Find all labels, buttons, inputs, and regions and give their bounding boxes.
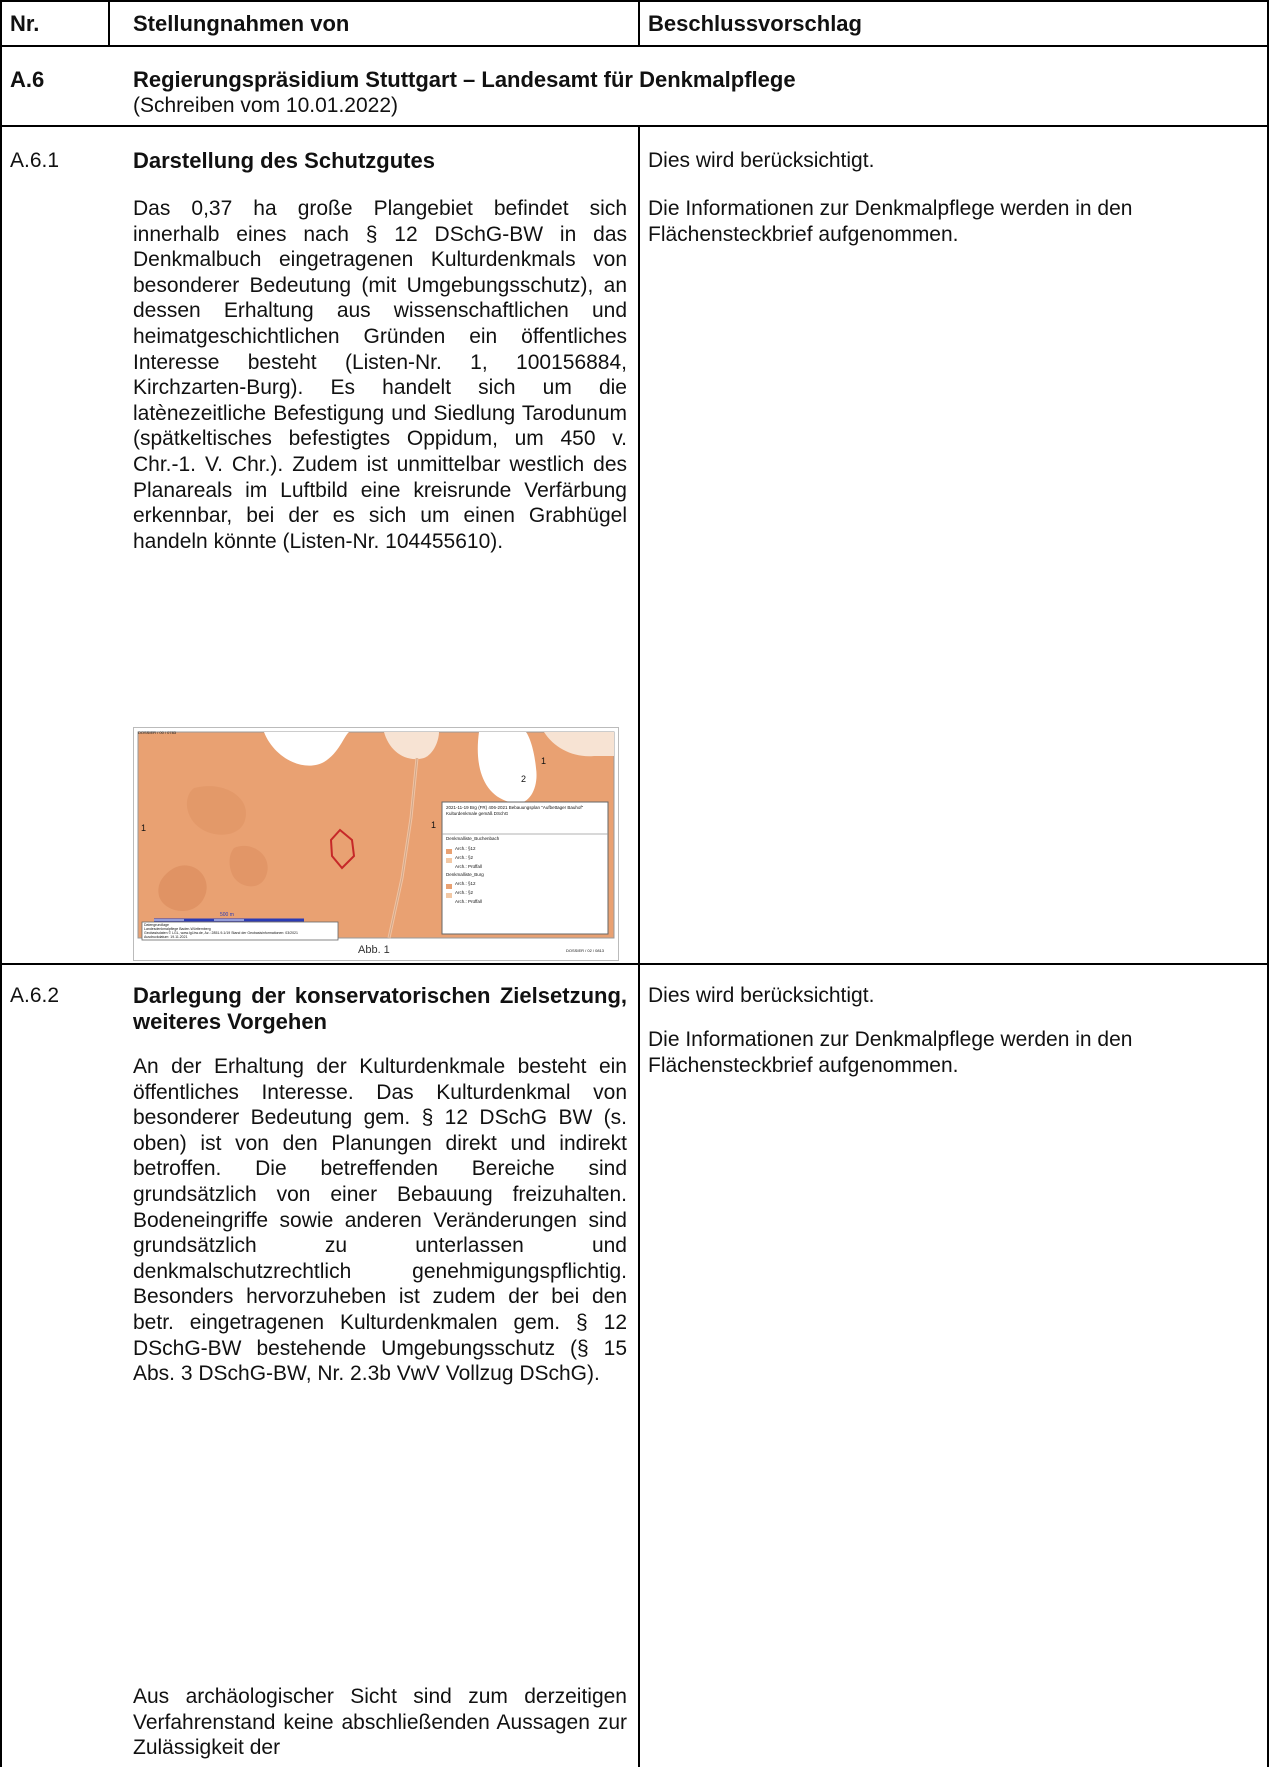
map-label: 1 — [541, 756, 547, 766]
map-legend-entry: Arch.: Prüffall — [455, 899, 482, 904]
map-code-bottom-right: DOSSIER / 02 / 0813 — [566, 948, 605, 953]
proposal-text: Die Informationen zur Denkmalpflege werden in den Flächensteckbrief aufgenommen. — [648, 197, 1133, 246]
item-heading: Darlegung der konservatorischen Zielsetzung, weiteres Vorgehen — [133, 983, 627, 1034]
map-source-line: Datengrundlage — [144, 923, 169, 927]
figure-caption: Abb. 1 — [358, 944, 390, 956]
item-heading: Darstellung des Schutzgutes — [133, 148, 435, 173]
map-legend-group: Denkmalliste_Burg — [446, 872, 484, 877]
map-legend-group: Denkmalliste_Buchenbach — [446, 836, 500, 841]
section-number: A.6 — [10, 67, 45, 92]
table-border-top — [0, 0, 1269, 2]
header-statement: Stellungnahmen von — [133, 11, 350, 36]
proposal-text: Dies wird berücksichtigt. — [648, 149, 875, 172]
map-legend-entry: Arch.: §12 — [455, 881, 476, 886]
section-row-divider — [0, 125, 1269, 127]
item-number: A.6.2 — [10, 984, 60, 1007]
section-title: Regierungspräsidium Stuttgart – Landesamt für Denkmalpflege — [133, 67, 796, 92]
header-proposal: Beschlussvorschlag — [648, 11, 862, 36]
map-legend-entry: Arch.: §2 — [455, 890, 474, 895]
map-legend-title: 2021-11-19 Brg (FR) 406-2021 Bebauungsplan "Aufbettager Bauhof" Kulturdenkmale gemäß DSchG — [446, 805, 584, 816]
proposal-text: Die Informationen zur Denkmalpflege werden in den Flächensteckbrief aufgenommen. — [648, 1028, 1133, 1077]
header-nr: Nr. — [10, 11, 40, 36]
map-source-line: Landesdenkmalpflege Baden-Württemberg — [144, 927, 211, 931]
col-divider-nr-header — [108, 0, 110, 46]
map-source-line: Geobasisdaten © LGL, www.lgl-bw.de, Az.: 2851.9-1/19 Stand der Geobasisinformationen: 03/2021 — [144, 931, 298, 935]
item-paragraph: Das 0,37 ha große Plangebiet befindet sich innerhalb eines nach § 12 DSchG-BW in das Denkmalbuch eingetragenen Kulturdenkmals von besonderer Bedeutung (mit Umgebungsschutz), an dessen Erhaltung aus wissenschaftlichen und heimatgeschichtlichen Gründen ein öffentliches Interesse besteht (Listen-Nr. 1, 100156884, Kirchzarten-Burg). Es handelt sich um die latènezeitliche Befestigung und Siedlung Tarodunum (spätkeltisches befestigtes Oppidum, um 450 v. Chr.-1. V. Chr.). Zudem ist unmittelbar westlich des Planareals im Luftbild eine kreisrunde Verfärbung erkennbar, bei der es sich um einen Grabhügel handeln könnte (Listen-Nr. 104455610). — [133, 197, 627, 553]
item-paragraph: An der Erhaltung der Kulturdenkmale besteht ein öffentliches Interesse. Das Kulturdenkmal von besonderer Bedeutung gem. § 12 DSchG BW (s. oben) ist von den Planungen direkt und indirekt betroffen. Die betreffenden Bereiche sind grundsätzlich von einer Bebauung freizuhalten. Bodeneingriffe sowie anderen Veränderungen sind grundsätzlich zu unterlassen und denkmalschutzrechtlich genehmigungspflichtig. Besonders hervorzuheben ist zudem der bei den betr. eingetragenen Kulturdenkmalen gem. § 12 DSchG-BW bestehende Umgebungsschutz (§ 15 Abs. 3 DSchG-BW, Nr. 2.3b VwV Vollzug DSchG). — [133, 1055, 627, 1386]
map-source-line: Ausdruckdatum: 19.11.2021 — [144, 935, 188, 939]
map-legend-entry: Arch.: §2 — [455, 855, 474, 860]
map-scale-label: 500 m — [220, 912, 234, 918]
map-label: 2 — [521, 774, 527, 784]
section-subtitle: (Schreiben vom 10.01.2022) — [133, 94, 398, 117]
map-figure — [133, 727, 619, 961]
item-number: A.6.1 — [10, 149, 60, 172]
map-legend-entry: Arch.: §12 — [455, 846, 476, 851]
col-divider-proposal — [638, 126, 640, 1767]
map-legend-entry: Arch.: Prüffall — [455, 864, 482, 869]
map-label: 1 — [431, 820, 437, 830]
item-row-divider — [0, 963, 1269, 965]
map-code-top-left: DOSSIER / 00 / 0783 — [138, 730, 177, 735]
header-row-divider — [0, 45, 1269, 47]
item-paragraph: Aus archäologischer Sicht sind zum derzeitigen Verfahrenstand keine abschließenden Aussagen zur Zulässigkeit der — [133, 1685, 627, 1760]
map-label: 1 — [141, 823, 147, 833]
table-border-left — [0, 0, 2, 1767]
proposal-text: Dies wird berücksichtigt. — [648, 984, 875, 1007]
col-divider-proposal-header — [638, 0, 640, 46]
